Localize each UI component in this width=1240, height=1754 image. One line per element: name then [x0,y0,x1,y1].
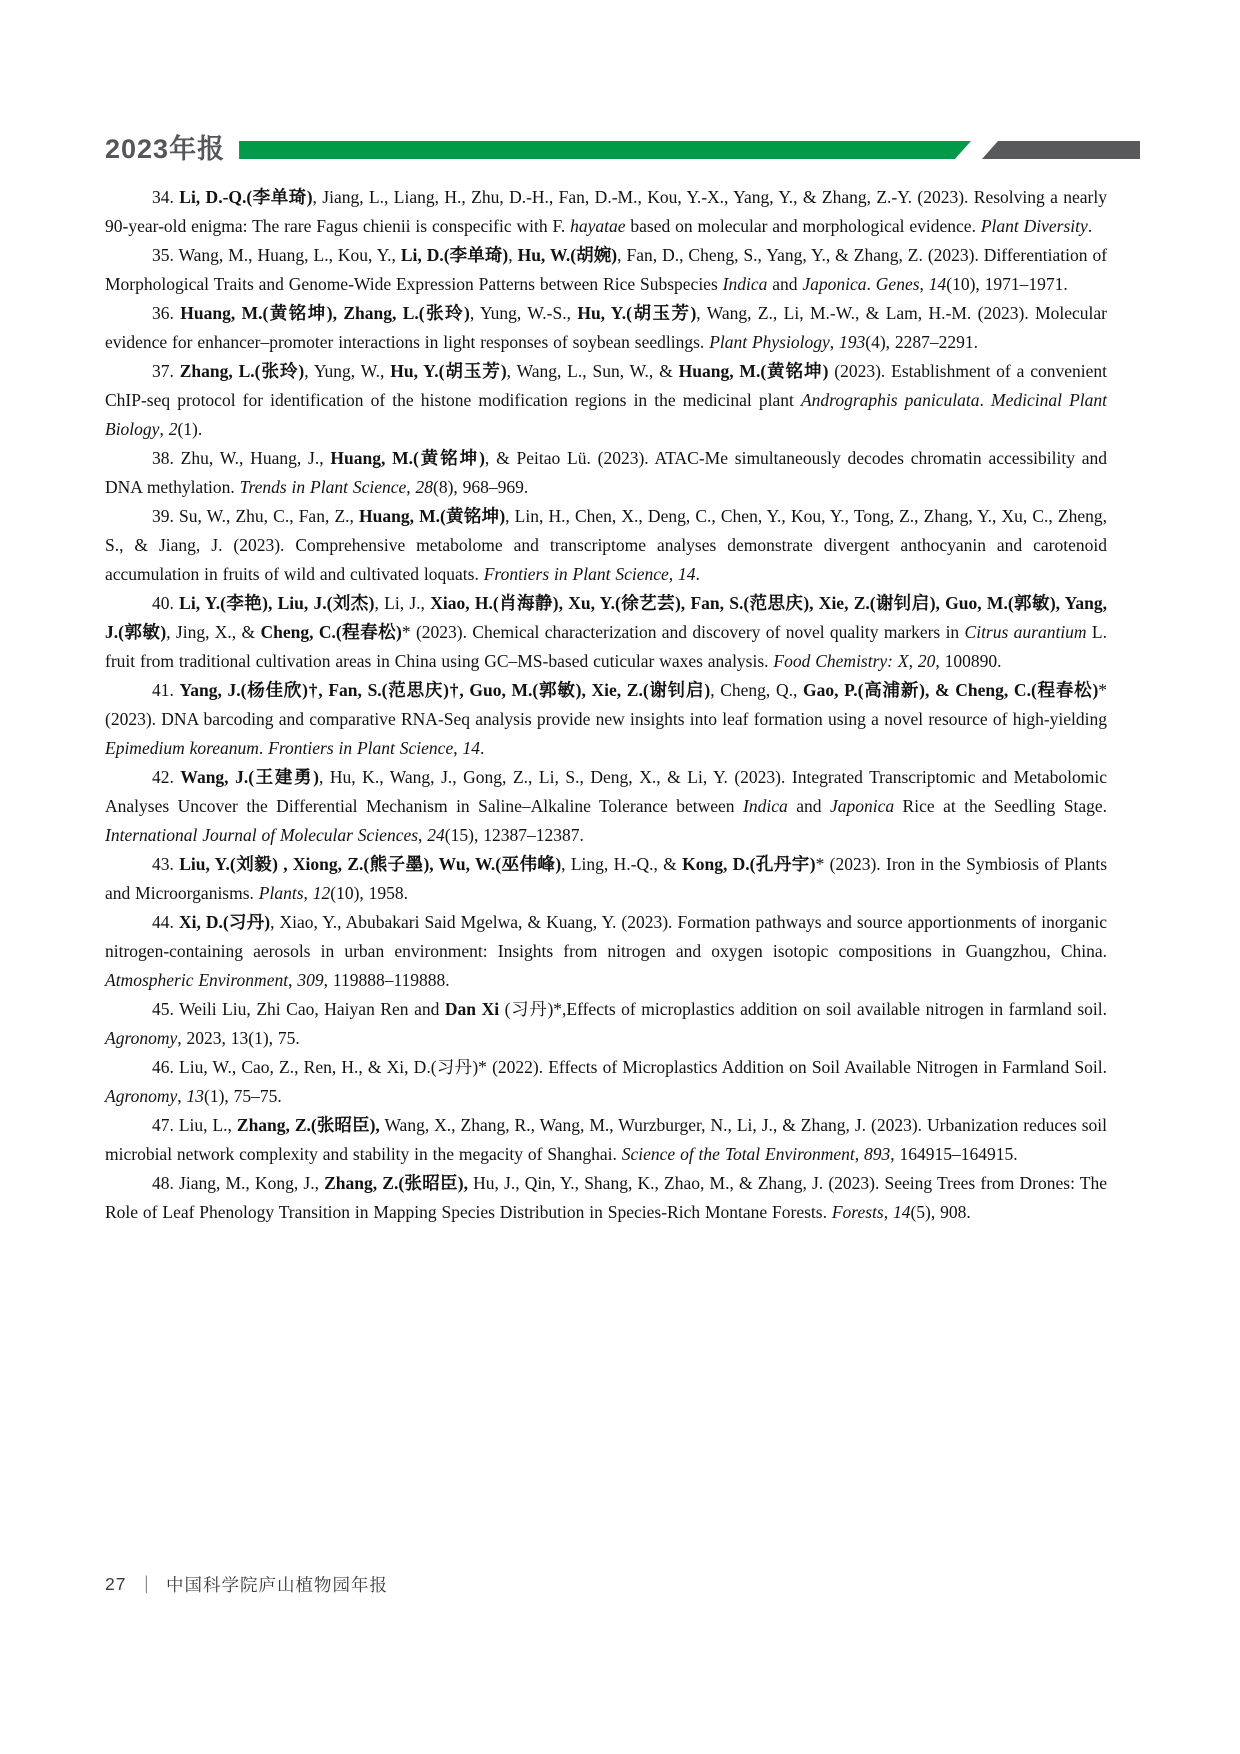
reference-segment: 46. Liu, W., Cao, Z., Ren, H., & Xi, D.(习丹)* (2022). Effects of Microplastics Addition on Soil Available Nitrogen in Farmland Soil. [152,1057,1107,1077]
reference-item [105,589,1107,676]
header-green-band [239,141,971,159]
reference-segment: , [159,419,169,439]
reference-segment: Forests [831,1202,884,1222]
reference-segment: * (2023). Chemical characterization and discovery of novel quality markers in [401,622,965,642]
reference-segment: (10), 1958. [330,883,409,903]
reference-item [105,183,1107,241]
footer-page-number: 27 [105,1574,127,1594]
reference-segment: Zhang, Z.(张昭臣), [324,1173,468,1193]
reference-segment: (2023). Establishment of a convenient ChIP-seq protocol for identification of the histone modification regions in the medicinal plant [105,361,1108,410]
reference-segment: 42. [152,767,181,787]
reference-segment: Wang, X., Zhang, R., Wang, M., Wurzburger, N., Li, J., & Zhang, J. (2023). Urbanization reduces soil microbial network complexity and stability in the megacity of Shanghai. [105,1115,1107,1164]
reference-segment: 39. Su, W., Zhu, C., Fan, Z., [152,506,360,526]
reference-segment: Genes [875,274,920,294]
reference-segment: Yang, J.(杨佳欣)†, Fan, S.(范思庆)†, Guo, M.(郭敏), Xie, Z.(谢钊启) [179,680,711,700]
reference-segment: Hu, W.(胡婉) [517,245,618,265]
reference-segment: Xi, D.(习丹) [178,912,271,932]
reference-segment: Hu, Y.(胡玉芳) [577,303,697,323]
reference-segment: Hu, Y.(胡玉芳) [390,361,507,381]
reference-segment: 38. Zhu, W., Huang, J., [152,448,331,468]
reference-segment: (1). [177,419,203,439]
reference-segment: 48. Jiang, M., Kong, J., [152,1173,325,1193]
reference-segment: , & Peitao Lü. (2023). ATAC-Me simultaneously decodes chromatin accessibility and DNA methylation. [105,448,1108,497]
reference-segment: 2 [168,419,178,439]
reference-segment: , [908,651,918,671]
reference-item [105,676,1107,763]
reference-segment: Frontiers in Plant Science [268,738,454,758]
reference-segment: 34. [152,187,180,207]
reference-segment: Gao, P.(高浦新), & Cheng, C.(程春松) [803,680,1099,700]
reference-segment: , [406,477,416,497]
reference-segment: , [177,1086,187,1106]
reference-item [105,1111,1107,1169]
footer-report-title: 中国科学院庐山植物园年报 [165,1575,388,1595]
reference-segment: 36. [152,303,181,323]
reference-segment: (习丹)*,Effects of microplastics addition on soil available nitrogen in farmland soil. [499,999,1107,1019]
reference-segment: Huang, M.(黄铭坤) [330,448,485,468]
reference-segment: Indica [743,796,788,816]
reference-segment: , 100890. [935,651,1002,671]
reference-segment: Dan Xi [444,999,500,1019]
reference-item [105,502,1107,589]
reference-list [105,183,1107,1227]
reference-segment: and [787,796,830,816]
reference-segment: Huang, M.(黄铭坤), Zhang, L.(张玲) [180,303,470,323]
reference-segment: 24 [427,825,445,845]
reference-segment: Agronomy [105,1086,178,1106]
reference-segment: 893 [864,1144,891,1164]
reference-segment: 14 [462,738,480,758]
reference-segment: Huang, M.(黄铭坤) [678,361,829,381]
page-footer [105,1572,388,1597]
reference-segment: 41. [152,680,180,700]
reference-segment: 14 [928,274,947,294]
reference-segment: 14 [678,564,696,584]
reference-segment: Medicinal Plant Biology [105,390,1107,439]
reference-segment: Frontiers in Plant Science [483,564,669,584]
reference-segment: Liu, Y.(刘毅) , Xiong, Z.(熊子墨), Wu, W.(巫伟峰) [179,854,562,874]
reference-segment: 309 [297,970,324,990]
reference-segment: Huang, M.(黄铭坤) [359,506,506,526]
reference-segment: 37. [152,361,180,381]
reference-item [105,995,1107,1053]
reference-segment: , Cheng, Q., [710,680,804,700]
reference-segment: Kong, D.(孔丹宇) [682,854,816,874]
reference-segment: * (2023). DNA barcoding and comparative RNA-Seq analysis provide new insights into leaf formation using a novel resource of high-yielding [105,680,1108,729]
reference-segment: , [418,825,428,845]
reference-segment: based on molecular and morphological evidence. [625,216,981,236]
reference-segment: Plants [258,883,304,903]
reference-segment: . [979,390,992,410]
reference-segment: (15), 12387–12387. [444,825,584,845]
reference-segment: Andrographis paniculata [800,390,980,410]
reference-segment: 45. Weili Liu, Zhi Cao, Haiyan Ren and [152,999,445,1019]
reference-segment: Zhang, L.(张玲) [179,361,305,381]
reference-segment: Epimedium koreanum [105,738,259,758]
reference-segment: 193 [839,332,866,352]
reference-segment: , Wang, Z., Li, M.-W., & Lam, H.-M. (2023). Molecular evidence for enhancer–promoter interactions in light responses of soybean seedlings. [105,303,1107,352]
reference-segment: hayatae [570,216,626,236]
reference-item [105,908,1107,995]
reference-segment: Atmospheric Environment [105,970,289,990]
reference-segment: , [288,970,298,990]
reference-segment: Agronomy [105,1028,178,1048]
header-gray-band [982,141,1140,159]
reference-item [105,1169,1107,1227]
reference-segment: , Fan, D., Cheng, S., Yang, Y., & Zhang, Z. (2023). Differentiation of Morphological Traits and Genome-Wide Expression Patterns between Rice Subspecies [105,245,1108,294]
reference-segment: 40. [152,593,180,613]
reference-segment: 14 [892,1202,911,1222]
reference-segment: International Journal of Molecular Sciences [105,825,419,845]
reference-segment: , Li, J., [374,593,431,613]
reference-segment: Li, Y.(李艳), Liu, J.(刘杰) [179,593,375,613]
reference-segment: , Ling, H.-Q., & [561,854,683,874]
reference-segment: (4), 2287–2291. [865,332,979,352]
reference-segment: Hu, J., Qin, Y., Shang, K., Zhao, M., & Zhang, J. (2023). Seeing Trees from Drones: The Role of Leaf Phenology Transition in Mapping Species Distribution in Species-Rich Montane Forests. [105,1173,1108,1222]
reference-item [105,444,1107,502]
reference-segment: Plant Diversity [980,216,1088,236]
reference-segment: Science of the Total Environment [621,1144,855,1164]
reference-segment: Li, D.-Q.(李单琦) [179,187,313,207]
reference-segment: Trends in Plant Science [239,477,407,497]
reference-segment: . [258,738,269,758]
reference-segment: , Jing, X., & [166,622,261,642]
reference-segment: , Yung, W.-S., [469,303,578,323]
reference-segment: and [767,274,803,294]
reference-segment: 47. Liu, L., [152,1115,237,1135]
reference-segment: , [508,245,518,265]
reference-segment: Xiao, H.(肖海静), Xu, Y.(徐艺芸), Fan, S.(范思庆), Xie, Z.(谢钊启), Guo, M.(郭敏), Yang, J.(郭敏) [105,593,1107,642]
reference-segment: Li, D.(李单琦) [400,245,509,265]
reference-segment: , [854,1144,865,1164]
reference-segment: (5), 908. [910,1202,971,1222]
reference-segment: Plant Physiology [709,332,830,352]
reference-segment: 35. Wang, M., Huang, L., Kou, Y., [152,245,401,265]
reference-segment: Cheng, C.(程春松) [260,622,402,642]
page-header-title: 2023年报 [105,133,226,164]
reference-segment: , Wang, L., Sun, W., & [506,361,679,381]
reference-segment: Indica [722,274,768,294]
reference-segment: (10), 1971–1971. [946,274,1068,294]
reference-item [105,241,1107,299]
reference-segment: , Lin, H., Chen, X., Deng, C., Chen, Y., Kou, Y., Tong, Z., Zhang, Y., Xu, C., Zheng, S., & Jiang, J. (2023). Comprehensive metabolome and transcriptome analyses demonstrate divergent anthocyanin and carotenoid accumulation in fruits of wild and cultivated loquats. [105,506,1107,584]
reference-item [105,357,1107,444]
reference-segment: 12 [312,883,331,903]
reference-item [105,763,1107,850]
reference-segment: Wang, J.(王建勇) [180,767,319,787]
reference-segment: . [866,274,876,294]
reference-segment: * (2023). Iron in the Symbiosis of Plants and Microorganisms. [105,854,1108,903]
reference-segment: , [829,332,839,352]
reference-segment: Zhang, Z.(张昭臣), [236,1115,380,1135]
reference-segment: , 2023, 13(1), 75. [177,1028,300,1048]
reference-item [105,299,1107,357]
reference-segment: , Yung, W., [304,361,391,381]
reference-segment: Citrus aurantium [964,622,1087,642]
reference-segment: , 164915–164915. [890,1144,1018,1164]
reference-segment: Japonica [829,796,895,816]
footer-separator: ｜ [137,1575,155,1595]
reference-segment: Food Chemistry: X [773,651,909,671]
reference-segment: , Xiao, Y., Abubakari Said Mgelwa, & Kuang, Y. (2023). Formation pathways and source apportionments of inorganic nitrogen-containing aerosols in urban environment: Insights from nitrogen and oxygen isotopic compositions in Guangzhou, China. [105,912,1108,961]
reference-item [105,1053,1107,1111]
reference-segment: 13 [186,1086,205,1106]
reference-segment: (1), 75–75. [204,1086,282,1106]
reference-segment: , Jiang, L., Liang, H., Zhu, D.-H., Fan, D.-M., Kou, Y.-X., Yang, Y., & Zhang, Z.-Y. (2023). Resolving a nearly 90-year-old enigma: The rare Fagus chienii is conspecific with F. [105,187,1108,236]
reference-segment: . [1087,216,1093,236]
reference-segment: L. fruit from traditional cultivation areas in China using GC–MS-based cuticular waxes analysis. [105,622,1107,671]
page-header [105,128,1140,164]
reference-segment: 43. [152,854,180,874]
reference-segment: 28 [415,477,434,497]
reference-segment: , 119888–119888. [323,970,450,990]
reference-segment: , [919,274,929,294]
reference-segment: 44. [152,912,179,932]
reference-segment: Rice at the Seedling Stage. [894,796,1107,816]
reference-segment: . [695,564,700,584]
reference-segment: , Hu, K., Wang, J., Gong, Z., Li, S., Deng, X., & Li, Y. (2023). Integrated Transcriptomic and Metabolomic Analyses Uncover the Differential Mechanism in Saline–Alkaline Tolerance between [105,767,1107,816]
reference-segment: (8), 968–969. [433,477,529,497]
reference-segment: Japonica [802,274,867,294]
reference-segment: , [303,883,313,903]
reference-item [105,850,1107,908]
reference-segment: , [883,1202,893,1222]
reference-segment: , [453,738,463,758]
reference-segment: . [479,738,485,758]
reference-segment: 20 [917,651,936,671]
reference-segment: , [668,564,679,584]
